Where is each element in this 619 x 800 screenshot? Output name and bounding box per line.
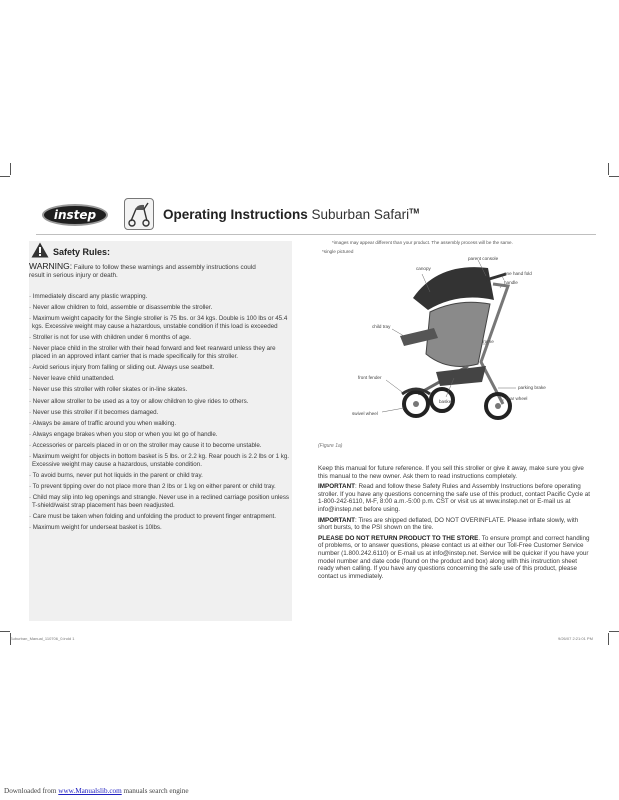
- stroller-diagram: [318, 254, 590, 434]
- important-tires-text: : Tires are shipped deflated, DO NOT OVERINFLATE. Please inflate slowly, with short bursts, to the PSI shown on the tire.: [318, 516, 579, 532]
- download-prefix: Downloaded from: [4, 787, 59, 795]
- safety-rule-item: · Maximum weight capacity for the Single stroller is 75 lbs. or 34 kgs. Double is 100 lbs or 45.4 kgs. Excessive weight may cause a hazardous, unstable condition if this load is exceeded: [29, 315, 291, 331]
- safety-rule-item: · Always engage brakes when you stop or when you let go of handle.: [29, 431, 291, 439]
- safety-rule-item: · Care must be taken when folding and unfolding the product to prevent finger entrapment.: [29, 513, 291, 521]
- safety-rule-item: · Always be aware of traffic around you when walking.: [29, 420, 291, 428]
- safety-rule-item: · To prevent tipping over do not place more than 2 lbs or 1 kg on either parent or child tray.: [29, 483, 291, 491]
- instep-logo: [42, 204, 108, 226]
- safety-rules-list: [29, 293, 291, 535]
- label-child-tray: child tray: [372, 324, 391, 329]
- images-disclaimer: *images may appear different than your product. The assembly process will be the same.: [332, 240, 513, 245]
- crop-mark: [0, 631, 10, 632]
- page-title: [163, 207, 419, 222]
- print-timestamp: 9/26/07 2:21:01 PM: [558, 636, 593, 641]
- safety-rule-item: · To avoid burns, never put hot liquids in the parent or child tray.: [29, 472, 291, 480]
- label-one-hand-fold: one hand fold: [504, 271, 532, 276]
- label-rear-wheel: rear wheel: [506, 396, 528, 401]
- safety-rule-item: · Accessories or parcels placed in or on the stroller may cause it to become unstable.: [29, 442, 291, 450]
- logo-text: instep: [53, 208, 97, 222]
- warning-paragraph: [29, 263, 259, 280]
- safety-rule-item: · Maximum weight for underseat basket is 10lbs.: [29, 524, 291, 532]
- instructions-body: [318, 465, 590, 583]
- safety-rule-item: · Maximum weight for objects in bottom basket is 5 lbs. or 2.2 kg. Rear pouch is 2.2 lbs or 1 kg. Excessive weight may cause a hazardous, unstable condition.: [29, 453, 291, 469]
- basket-shape: [436, 366, 486, 386]
- important-label: IMPORTANT: [318, 516, 355, 524]
- safety-rule-item: · Never place child in the stroller with their head forward and feet rearward unless they are placed in an approved infant carrier that is made specifically for this stroller.: [29, 345, 291, 361]
- warning-text: Failure to follow these warnings and assembly instructions could result in serious injury or death.: [29, 264, 256, 279]
- crop-mark: [608, 163, 609, 175]
- safety-rule-item: · Never leave child unattended.: [29, 375, 291, 383]
- download-credit: [4, 787, 189, 795]
- label-handle: handle: [504, 280, 518, 285]
- label-canopy: canopy: [416, 266, 431, 271]
- important-read-paragraph: [318, 483, 590, 513]
- label-parent-console: parent console: [468, 256, 499, 261]
- stroller-illustration: [318, 254, 590, 434]
- keep-manual-paragraph: Keep this manual for future reference. If you sell this stroller or give it away, make sure you give this manual to the new owner. Ask them to read instructions completely.: [318, 465, 584, 480]
- header-divider: [36, 234, 596, 235]
- figure-caption: (Figure 1a): [318, 443, 343, 449]
- label-basket: basket: [439, 399, 453, 404]
- warning-triangle-icon: [31, 242, 49, 258]
- safety-rule-item: · Stroller is not for use with children under 6 months of age.: [29, 334, 291, 342]
- important-label: IMPORTANT: [318, 483, 355, 491]
- file-slug: Suburban_Manual_110706_0.indd 1: [10, 636, 75, 641]
- label-frame: frame: [482, 339, 494, 344]
- safety-rule-item: · Never allow children to fold, assemble or disassemble the stroller.: [29, 304, 291, 312]
- safety-rule-item: · Never use this stroller if it becomes damaged.: [29, 409, 291, 417]
- crop-mark: [609, 631, 619, 632]
- safety-rule-item: · Avoid serious injury from falling or sliding out. Always use seatbelt.: [29, 364, 291, 372]
- safety-rule-item: · Child may slip into leg openings and strangle. Never use in a reclined carriage position unless T-shield/waist strap placement has been readjusted.: [29, 494, 291, 510]
- manualslib-link[interactable]: www.Manualslib.com: [58, 787, 122, 795]
- do-not-return-label: PLEASE DO NOT RETURN PRODUCT TO THE STORE: [318, 534, 479, 542]
- safety-rule-item: · Never allow stroller to be used as a toy or allow children to give rides to others.: [29, 398, 291, 406]
- stroller-icon: [124, 198, 154, 230]
- crop-mark: [10, 163, 11, 175]
- safety-rules-panel: [29, 241, 292, 621]
- label-parking-brake: parking brake: [518, 385, 546, 390]
- label-front-fender: front fender: [358, 375, 382, 380]
- crop-mark: [609, 176, 619, 177]
- crop-mark: [608, 633, 609, 645]
- title-product: Suburban Safari: [311, 207, 410, 222]
- safety-title: Safety Rules:: [53, 247, 111, 257]
- download-suffix: manuals search engine: [121, 787, 189, 795]
- crop-mark: [0, 176, 10, 177]
- trademark-symbol: TM: [409, 208, 420, 216]
- page-header: [36, 196, 596, 236]
- title-main: Operating Instructions: [163, 207, 308, 222]
- important-read-text: : Read and follow these Safety Rules and Assembly Instructions before operating stroller. If you have any questions concerning the safe use of this product, contact Pacific Cycle at 1-800-242-6110, M-F, 8:00 a.m.-5:00 p.m. CST or visit us at www.instep.net or E-mail us at info@instep.net before using.: [318, 483, 590, 513]
- product-info-panel: [318, 240, 590, 622]
- safety-rule-item: · Never use this stroller with roller skates or in-line skates.: [29, 386, 291, 394]
- warning-label: WARNING:: [29, 261, 73, 271]
- do-not-return-paragraph: [318, 535, 590, 581]
- important-tires-paragraph: [318, 517, 590, 532]
- single-pictured-note: *single pictured: [322, 249, 354, 254]
- safety-rule-item: · Immediately discard any plastic wrapping.: [29, 293, 291, 301]
- do-not-return-text: . To ensure prompt and correct handling of problems, or to answer questions, please contact us at either our Toll-Free Customer Service number (1.800.242.6110) or E-mail us at info@instep.net. Service will be quicker if you have your model number and date code (found on the product and box) along with this instruction sheet ready when calling. If you have any questions concerning the safe use of this product, please contact us immediately.: [318, 534, 590, 580]
- label-swivel-wheel: swivel wheel: [352, 411, 378, 416]
